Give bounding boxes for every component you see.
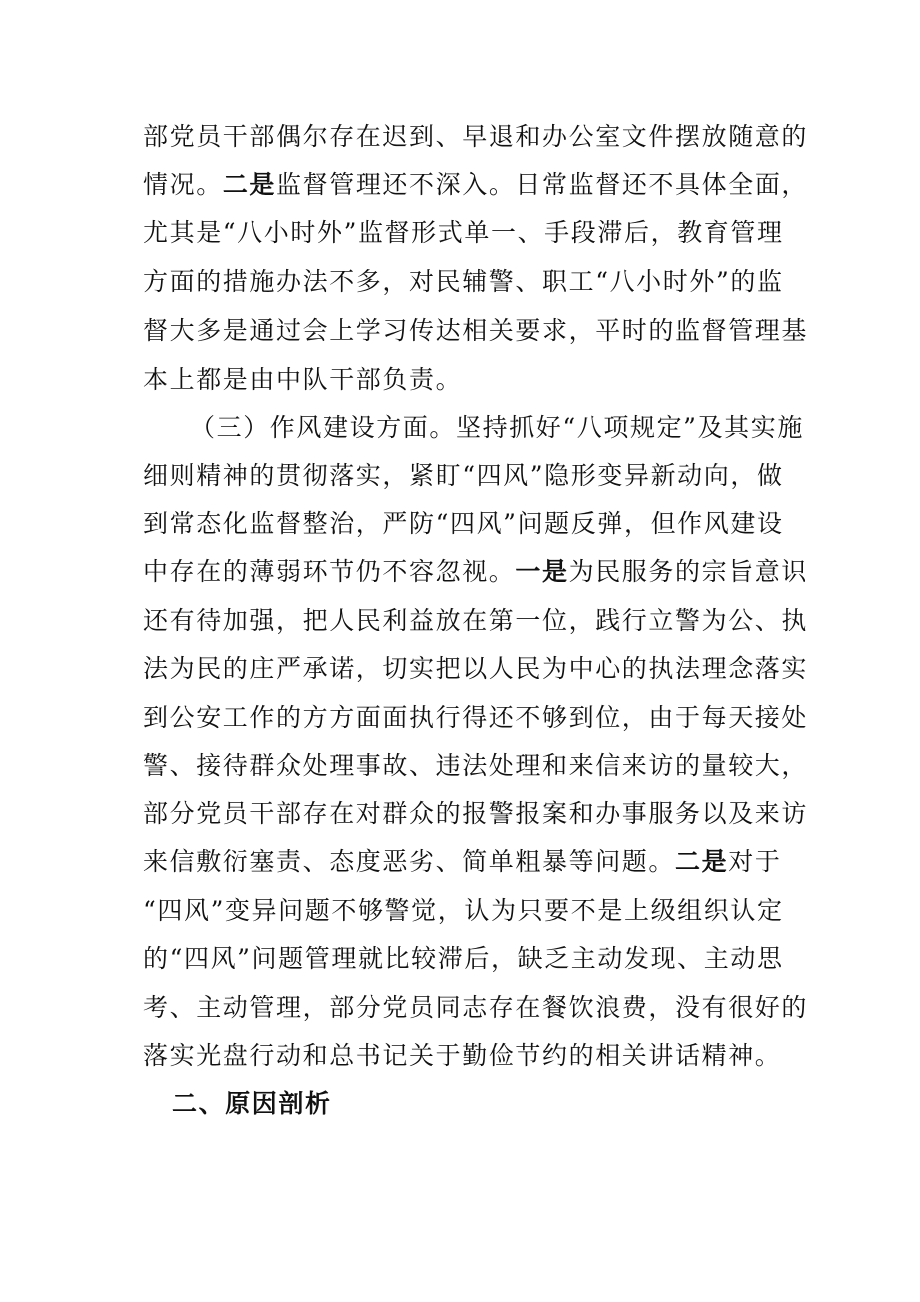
paragraph-1-line-2 [143, 165, 809, 205]
paragraph-2-line-3: 到常态化监督整治，严防“四风”问题反弹，但作风建设 [143, 509, 784, 538]
paragraph-2-line-12: 的“四风”问题管理就比较滞后，缺乏主动发现、主动思 [143, 944, 784, 973]
paragraph-2-line-8: 警、接待群众处理事故、违法处理和来信来访的量较大， [143, 751, 809, 780]
paragraph-1-line-4: 方面的措施办法不多，对民辅警、职工“八小时外”的监 [143, 267, 784, 296]
paragraph-1-line-3: 尤其是“八小时外”监督形式单一、手段滞后，教育管理 [143, 218, 784, 247]
paragraph-2-line-11: “四风”变异问题不够警觉，认为只要不是上级组织认定 [143, 896, 784, 925]
paragraph-2-line-1: （三）作风建设方面。坚持抓好“八项规定”及其实施 [190, 413, 804, 442]
text-span: 中存在的薄弱环节仍不容忽视。 [143, 557, 516, 586]
text-span: 监督管理还不深入。日常监督还不具体全面， [276, 170, 809, 199]
paragraph-2-line-7: 到公安工作的方方面面执行得还不够到位，由于每天接处 [143, 703, 809, 732]
paragraph-2-line-6: 法为民的庄严承诺，切实把以人民为中心的执法理念落实 [143, 654, 809, 683]
paragraph-1-line-6: 本上都是由中队干部负责。 [143, 365, 463, 394]
paragraph-2-line-13: 考、主动管理，部分党员同志存在餐饮浪费，没有很好的 [143, 993, 809, 1022]
paragraph-2-line-9: 部分党员干部存在对群众的报警报案和办事服务以及来访 [143, 799, 809, 828]
paragraph-2-line-5: 还有待加强，把人民利益放在第一位，践行立警为公、执 [143, 606, 809, 635]
emphasis-er-shi: 二是 [222, 170, 277, 199]
paragraph-1-line-5: 督大多是通过会上学习传达相关要求，平时的监督管理基 [143, 316, 809, 345]
paragraph-2-line-2: 细则精神的贯彻落实，紧盯“四风”隐形变异新动向，做 [143, 461, 784, 490]
emphasis-yi-shi: 一是 [515, 557, 569, 586]
paragraph-1-line-1: 部党员干部偶尔存在迟到、早退和办公室文件摆放随意的 [143, 122, 809, 151]
text-span: 对于 [728, 847, 782, 876]
text-span: 情况。 [143, 170, 223, 199]
text-span: 来信敷衍塞责、态度恶劣、简单粗暴等问题。 [143, 847, 676, 876]
section-heading: 二、原因剖析 [172, 1089, 332, 1118]
paragraph-2-line-10 [143, 842, 783, 882]
text-span: 为民服务的宗旨意识 [568, 557, 809, 586]
paragraph-2-line-14: 落实光盘行动和总书记关于勤俭节约的相关讲话精神。 [143, 1041, 782, 1070]
paragraph-2-line-4 [143, 552, 809, 592]
emphasis-er-shi: 二是 [675, 847, 729, 876]
